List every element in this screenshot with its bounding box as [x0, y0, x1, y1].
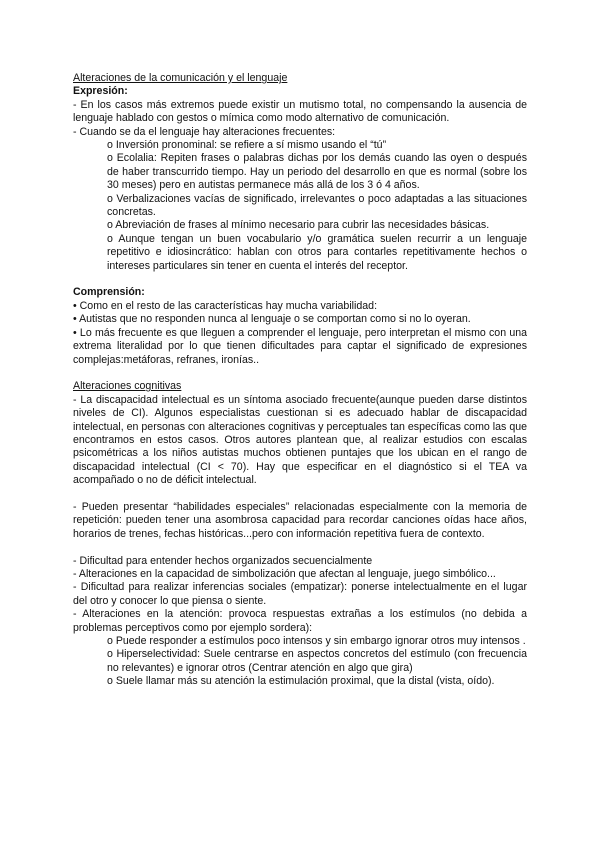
list-item: • Lo más frecuente es que lleguen a comprender el lenguaje, pero interpretan el mismo con una extrema literalidad por lo que tienen dificultades para captar el significado de expresiones complejas:metáforas, refranes, ironías.. — [73, 326, 527, 366]
heading-comprension: Comprensión: — [73, 286, 145, 299]
section-title-cognitive: Alteraciones cognitivas — [73, 380, 182, 393]
paragraph: - En los casos más extremos puede existir un mutismo total, no compensando la ausencia de lenguaje hablado con gestos o mímica como modo alternativo de comunicación. — [73, 98, 527, 125]
list-item: o Aunque tengan un buen vocabulario y/o gramática suelen recurrir a un lenguaje repetitivo e idiosincrático: hablan con otros para contarles repetitivamente hechos o intereses particulares sin tener en cuenta el interés del receptor. — [107, 232, 527, 272]
list-item: - Alteraciones en la capacidad de simbolización que afectan al lenguaje, juego simbólico... — [73, 567, 496, 580]
list-item: o Hiperselectividad: Suele centrarse en aspectos concretos del estímulo (con frecuencia no relevantes) e ignorar otros (Centrar atención en algo que gira) — [107, 648, 527, 674]
paragraph: - Pueden presentar “habilidades especiales” relacionadas especialmente con la memoria de repetición: pueden tener una asombrosa capacidad para recordar canciones oídas hace años, horarios de trenes, fechas históricas...pero con información repetitiva fuera de contexto. — [73, 500, 527, 540]
list-item: o Inversión pronominal: se refiere a sí mismo usando el “tú” — [107, 139, 387, 152]
section-title-communication: Alteraciones de la comunicación y el lenguaje — [73, 72, 288, 84]
list-item: o Verbalizaciones vacías de significado, irrelevantes o poco adaptadas a las situaciones concretas. — [107, 192, 527, 219]
list-item: • Como en el resto de las características hay mucha variabilidad: — [73, 299, 378, 312]
list-item: • Autistas que no responden nunca al lenguaje o se comportan como si no lo oyeran. — [73, 313, 471, 326]
paragraph: - Cuando se da el lenguaje hay alteraciones frecuentes: — [73, 125, 336, 138]
list-item: o Puede responder a estímulos poco intensos y sin embargo ignorar otros muy intensos . — [107, 635, 526, 647]
document-page — [73, 72, 527, 689]
heading-expresion: Expresión: — [73, 85, 128, 98]
list-item: o Abreviación de frases al mínimo necesario para cubrir las necesidades básicas. — [107, 219, 490, 232]
list-item: - Dificultad para realizar inferencias sociales (empatizar): ponerse intelectualmente en el lugar del otro y conocer lo que piensa o siente. — [73, 581, 527, 607]
paragraph: - La discapacidad intelectual es un síntoma asociado frecuente(aunque pueden darse distintos niveles de CI). Algunos especialistas cuestionan si es adecuado hablar de discapacidad intelectual, en personas con alteraciones cognitivas y perceptuales tan específicas como las que encontramos en estos casos. Otros autores plantean que, al realizar estudios con escalas psicométricas a los niños autistas muchos obtienen puntajes que los ubican en el rango de discapacidad intelectual (CI < 70). Hay que especificar en el diagnóstico si el TEA va acompañado o no de déficit intelectual. — [73, 393, 527, 487]
list-item: o Suele llamar más su atención la estimulación proximal, que la distal (vista, oído). — [107, 675, 495, 688]
list-item: - Dificultad para entender hechos organizados secuencialmente — [73, 554, 373, 567]
list-item: o Ecolalia: Repiten frases o palabras dichas por los demás cuando las oyen o después de haber transcurrido tiempo. Hay un periodo del desarrollo en que es normal (sobre los 30 meses) pero en autistas permanece más allá de los 3 ó 4 años. — [107, 152, 527, 192]
list-item: - Alteraciones en la atención: provoca respuestas extrañas a los estímulos (no debida a problemas perceptivos como por ejemplo sordera): — [73, 608, 527, 634]
